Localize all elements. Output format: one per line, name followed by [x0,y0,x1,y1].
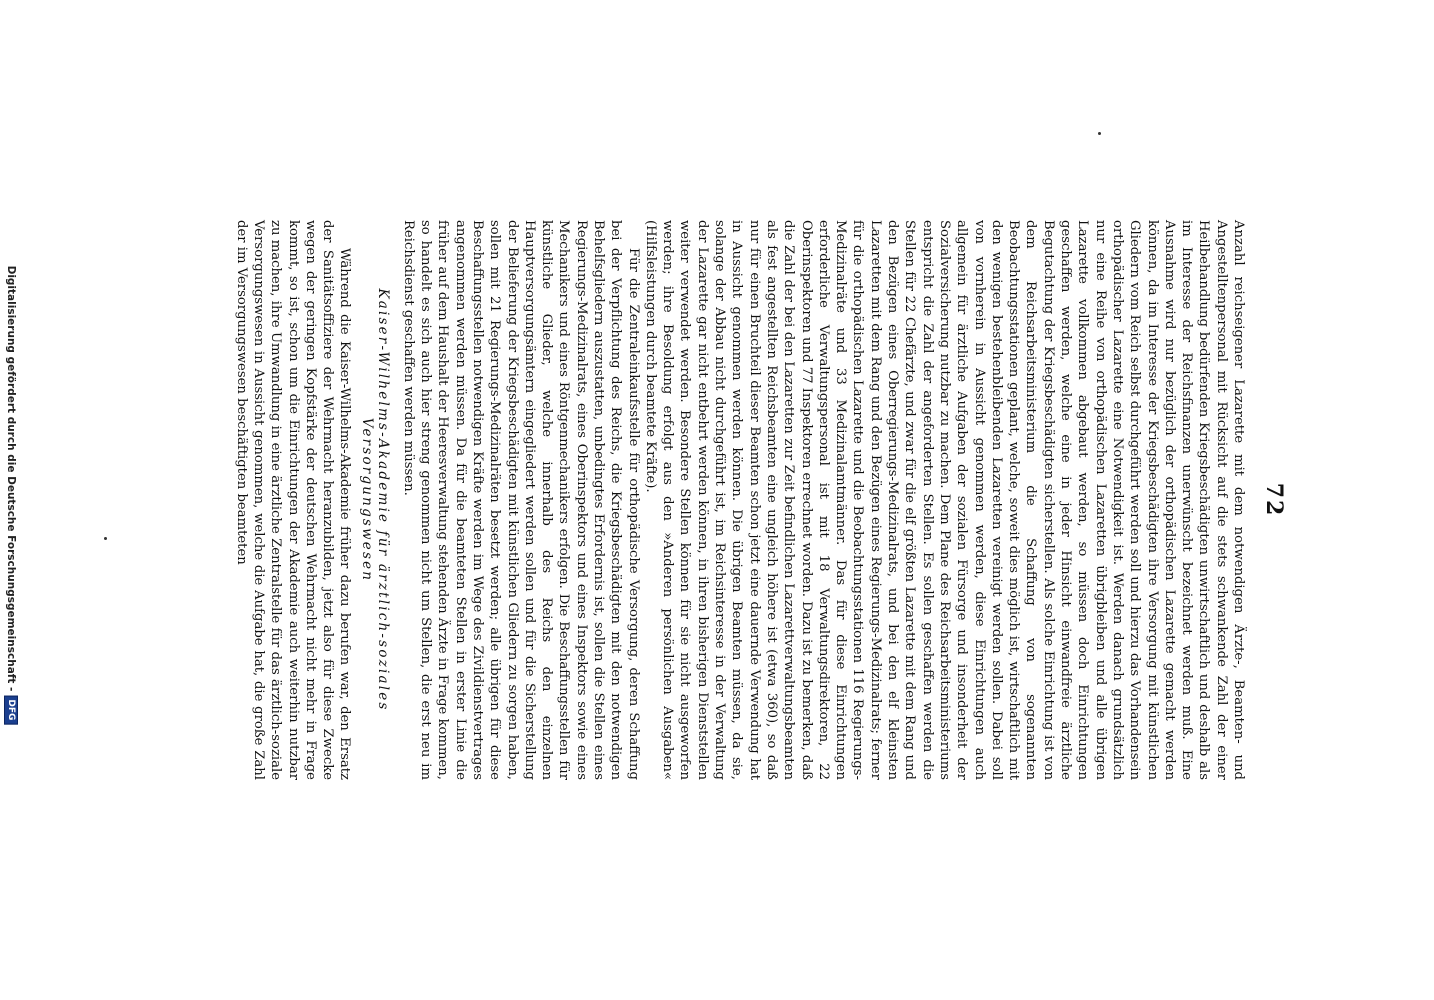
section-heading: Kaiser-Wilhelms-Akademie für ärztlich-soziales Versorgungswesen [359,288,392,712]
digitization-footer [0,0,22,990]
footer-credit [4,266,18,725]
scan-speck [1098,132,1101,135]
dfg-logo-icon: DFG [4,695,18,724]
body-paragraph-3: Während die Kaiser-Wilhelms-Akademie früher dazu berufen war, den Ersatz der Sanitätsoffiziere der Wehrmacht heranzubilden, jetzt also für diese Zwecke wegen der geringen Kopfstärke der deutschen Wehrmacht nicht mehr in Frage kommt, so ist, schon um die Einrichtungen der Akademie auch weiterhin nutzbar zu machen, ihre Umwandlung in eine ärztliche Zentralstelle für das ärztlich-soziale Versorgungswesen in Aussicht genommen, welche die Aufgabe hat, die große Zahl der im Versorgungswesen beschäftigten beamteten [233,220,353,780]
body-paragraph-1: Anzahl reichseigener Lazarette mit dem notwendigen Ärzte-, Beamten- und Angestelltenpersonal mit Rücksicht auf die stets schwankende Zahl der einer Heilbehandlung bedürfenden Kriegsbeschädigten unwirtschaftlich und deshalb als im Interesse der Reichsfinanzen unerwünscht bezeichnet werden muß. Eine Ausnahme wird nur bezüglich der orthopädischen Lazarette gemacht werden können, da im Interesse der Kriegsbeschädigten ihre Versorgung mit künstlichen Gliedern vom Reich selbst durchgeführt werden soll und hierzu das Vorhandensein orthopädischer Lazarette eine Notwendigkeit ist. Werden danach grundsätzlich nur eine Reihe von orthopädischen Lazaretten übrigbleiben und alle übrigen Lazarette vollkommen abgebaut werden, so müssen doch Einrichtungen geschaffen werden, welche eine in jeder Hinsicht einwandfreie ärztliche Begutachtung der Kriegsbeschädigten sicherstellen. Als solche Einrichtung ist von dem Reichsarbeitsministerium die Schaffung von sogenannten Beobachtungsstationen geplant, welche, soweit dies möglich ist, wirtschaftlich mit den wenigen bestehenbleibenden Lazaretten vereinigt werden sollen. Dabei soll von vornherein in Aussicht genommen werden, diese Einrichtungen auch allgemein für ärztliche Aufgaben der sozialen Fürsorge und insonderheit der Sozialversicherung nutzbar zu machen. Dem Plane des Reichsarbeitsministeriums entspricht die Zahl der angeforderten Stellen. Es sollen geschaffen werden die Stellen für 22 Chefärzte, und zwar für die elf größten Lazarette mit dem Rang und den Bezügen eines Oberregierungs-Medizinalrats, und bei den elf kleinsten Lazaretten mit dem Rang und den Bezügen eines Regierungs-Medizinalrats; ferner für die orthopädischen Lazarette und die Beobachtungsstationen 116 Regierungs-Medizinalräte und 33 Medizinalamtmänner. Das für diese Einrichtungen erforderliche Verwaltungspersonal ist mit 18 Verwaltungsdirektoren, 22 Oberinspektoren und 77 Inspektoren errechnet worden. Dazu ist zu bemerken, daß die Zahl der bei den Lazaretten zur Zeit befindlichen Lazarettverwaltungsbeamten als fest angestellten Reichsbeamten eine ungleich höhere ist (etwa 360), so daß nur für einen Bruchteil dieser Beamten schon jetzt eine dauernde Verwendung hat in Aussicht genommen werden können. Die übrigen Beamten müssen, da sie, solange der Abbau nicht durchgeführt ist, im Reichsinteresse in der Verwaltung der Lazarette gar nicht entbehrt werden können, in ihren bisherigen Dienststellen weiter verwendet werden. Besondere Stellen können für sie nicht ausgeworfen werden; ihre Besoldung erfolgt aus den »Anderen persönlichen Ausgaben« (Hilfsleistungen durch beamtete Kräfte). [642,220,1246,780]
scan-speck [104,537,107,540]
page-number: 72 [1261,482,1287,518]
footer-credit-text: Digitalisierung gefördert durch die Deutsche Forschungsgemeinschaft - [5,265,17,692]
scanned-page [147,220,1287,780]
body-paragraph-2: Für die Zentraleinkaufsstelle für orthopädische Versorgung, deren Schaffung bei der Verpflichtung des Reichs, die Kriegsbeschädigten mit den notwendigen Behelfsgliedern auszustatten, unbedingtes Erfordernis ist, sollen die Stellen eines Regierungs-Medizinalrats, eines Oberinspektors und eines Inspektors sowie eines Mechanikers und eines Röntgenmechanikers erfolgen. Die Beschaffungsstellen für künstliche Glieder, welche innerhalb des Reichs den einzelnen Hauptversorgungsämtern eingegliedert werden sollen und für die Sicherstellung der Belieferung der Kriegsbeschädigten mit künstlichen Gliedern zu sorgen haben, sollen mit 21 Regierungs-Medizinalräten besetzt werden; alle übrigen für diese Beschaffungsstellen notwendigen Kräfte werden im Wege des Zivildienstvertrages angenommen werden müssen. Da für die beamteten Stellen in erster Linie die früher auf dem Haushalt der Heeresverwaltung stehenden Ärzte in Frage kommen, so handelt es sich auch hier streng genommen nicht um Stellen, die erst neu im Reichsdienst geschaffen werden müssen. [400,220,641,780]
